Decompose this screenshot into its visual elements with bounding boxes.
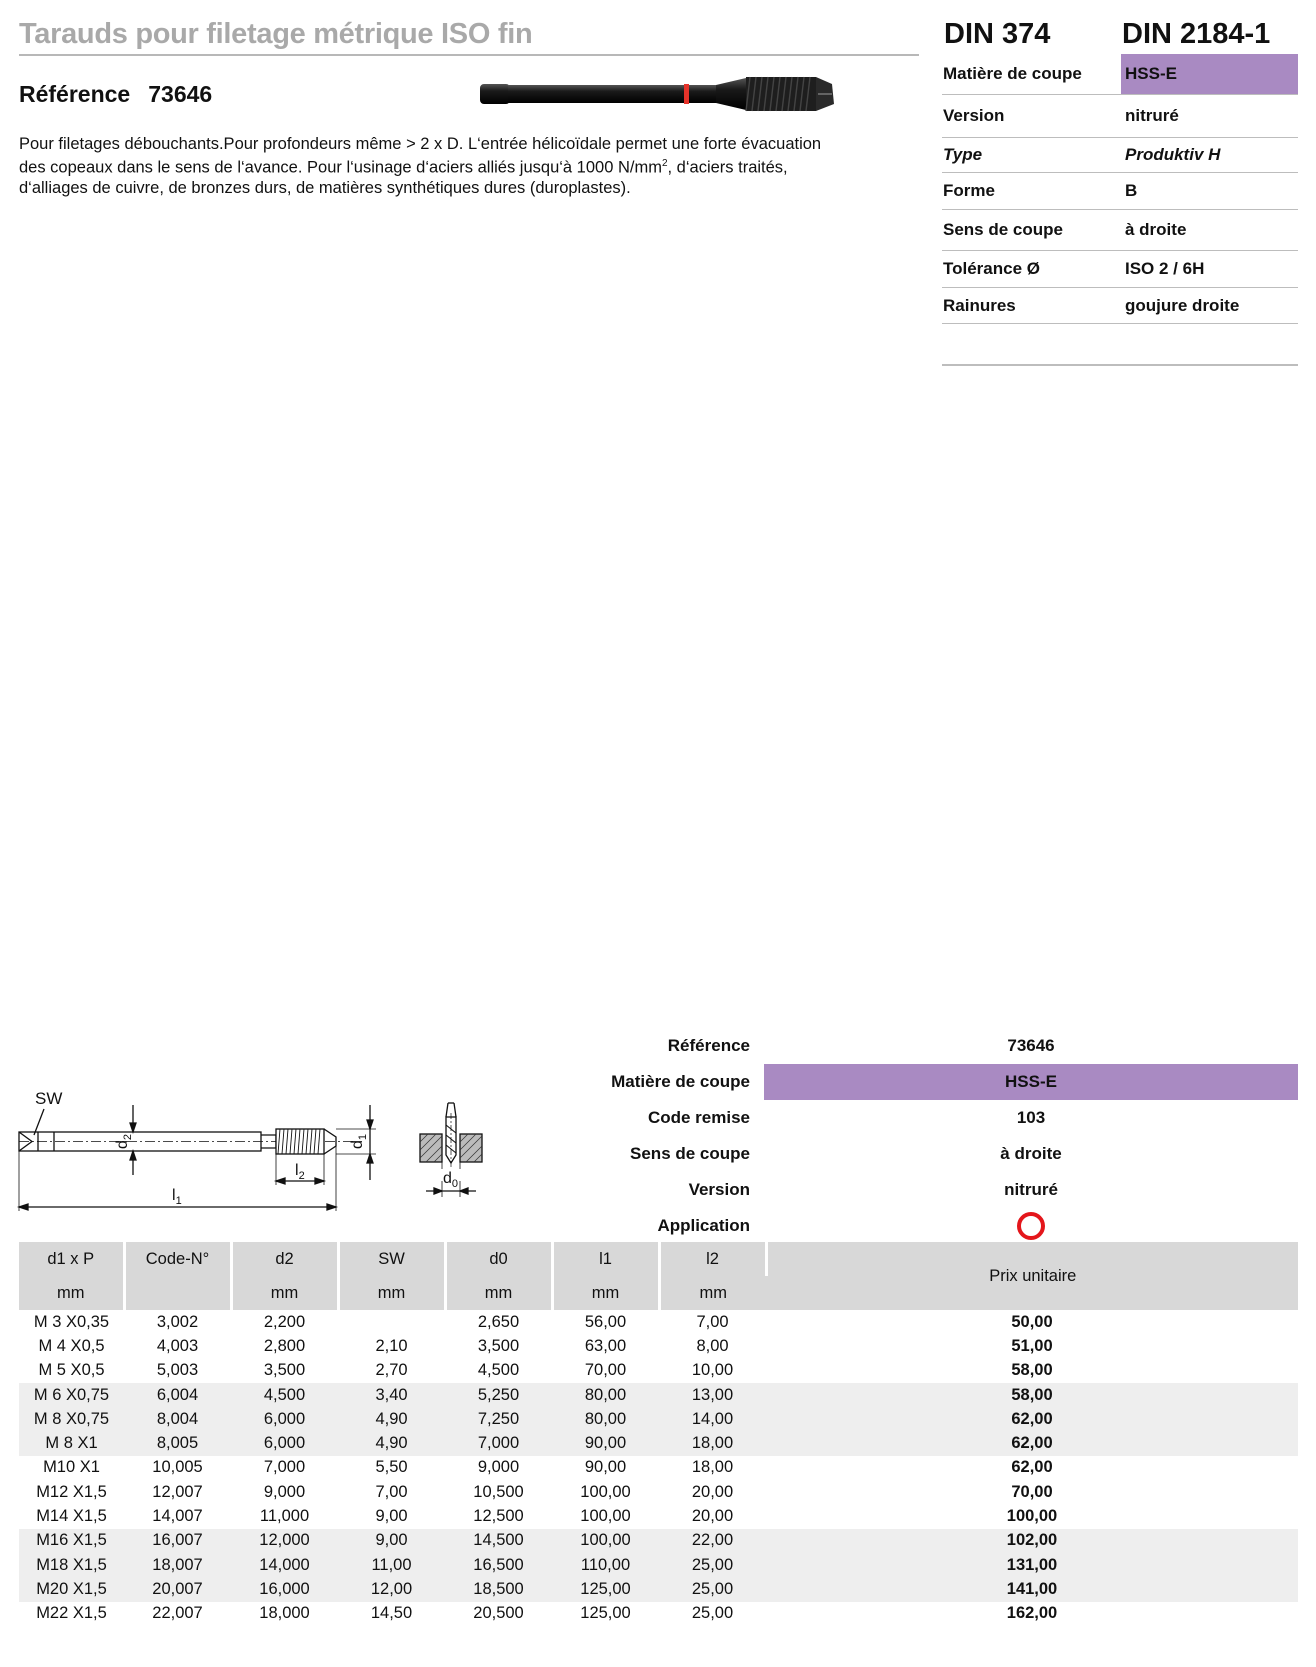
column-header: l1 [552, 1242, 659, 1276]
table-row [19, 1310, 1298, 1334]
table-row [19, 1504, 1298, 1528]
table-cell: M 8 X1 [19, 1431, 124, 1455]
table-cell: M 8 X0,75 [19, 1407, 124, 1431]
table-cell: 20,00 [691, 1507, 734, 1526]
table-cell: 12,500 [473, 1507, 524, 1526]
table-cell: 8,004 [124, 1407, 231, 1431]
table-cell: 12,000 [231, 1529, 338, 1553]
table-cell: 10,005 [152, 1458, 203, 1477]
table-cell: M 6 X0,75 [19, 1383, 124, 1407]
price-cell: 62,00 [1011, 1458, 1053, 1477]
table-cell: 2,800 [263, 1336, 306, 1355]
table-cell: 9,00 [338, 1529, 445, 1553]
table-cell: 18,007 [124, 1553, 231, 1577]
table-cell: 16,000 [231, 1577, 338, 1601]
unit-header: mm [445, 1276, 552, 1310]
table-cell: M 5 X0,5 [38, 1361, 105, 1380]
spec-row: Référence 73646 [667, 1036, 1055, 1055]
table-cell: 20,00 [691, 1482, 734, 1501]
table-cell: 25,00 [659, 1577, 766, 1601]
table-cell: M10 X1 [43, 1458, 100, 1477]
table-row [19, 1407, 1298, 1431]
table-cell: 16,500 [445, 1553, 552, 1577]
price-cell: 62,00 [766, 1431, 1298, 1455]
description-line-3: d‘alliages de cuivre, de bronzes durs, de matières synthétiques dures (duroplastes). [19, 178, 631, 197]
property-row: Sens de coupe à droite [942, 210, 1298, 251]
property-row: Matière de coupe HSS-E [942, 54, 1298, 95]
table-cell: 12,007 [152, 1482, 203, 1501]
column-header-price: Prix unitaire [766, 1242, 1298, 1310]
table-cell: 90,00 [584, 1458, 627, 1477]
table-cell: 7,000 [263, 1458, 306, 1477]
table-row [19, 1602, 1298, 1626]
price-cell: 131,00 [766, 1553, 1298, 1577]
table-cell: 4,003 [156, 1336, 199, 1355]
table-cell: 3,500 [477, 1336, 520, 1355]
reference-label: Référence [19, 81, 131, 107]
price-cell: 58,00 [1011, 1361, 1053, 1380]
product-description [19, 134, 889, 198]
properties-table [942, 54, 1298, 324]
table-cell: 10,00 [691, 1361, 734, 1380]
svg-text:l1: $l_1$ [172, 1187, 182, 1207]
table-row [19, 1529, 1298, 1553]
table-cell [338, 1310, 445, 1334]
price-cell: 70,00 [1011, 1482, 1053, 1501]
table-cell: 2,650 [477, 1312, 520, 1331]
table-cell: 70,00 [584, 1361, 627, 1380]
property-row: Version nitruré [942, 95, 1298, 138]
table-cell: 56,00 [584, 1312, 627, 1331]
table-header-row [19, 1242, 1298, 1276]
table-cell: M 4 X0,5 [38, 1336, 105, 1355]
svg-text:l2: $l_2$ [295, 1162, 305, 1182]
spec-row: Version nitruré [688, 1180, 1058, 1199]
spec-row: Code remise 103 [647, 1108, 1046, 1127]
reference-heading [19, 81, 212, 108]
price-table-body [19, 1310, 1298, 1626]
table-cell: 20,500 [473, 1604, 524, 1623]
price-cell: 100,00 [1006, 1507, 1058, 1526]
table-cell: 14,500 [445, 1529, 552, 1553]
column-header: d0 [445, 1242, 552, 1276]
table-cell: 3,002 [156, 1312, 199, 1331]
table-cell: 20,007 [124, 1577, 231, 1601]
reference-number: 73646 [148, 81, 213, 107]
table-cell: 7,00 [696, 1312, 729, 1331]
table-cell: 100,00 [580, 1482, 631, 1501]
table-cell: M 3 X0,35 [33, 1312, 110, 1331]
unit-header: mm [338, 1276, 445, 1310]
label-sw: SW [35, 1089, 63, 1108]
tap-technical-drawing [14, 1085, 494, 1215]
column-header: SW [338, 1242, 445, 1276]
table-cell: 11,00 [338, 1553, 445, 1577]
property-row: Forme B [942, 173, 1298, 210]
table-cell: 7,000 [445, 1431, 552, 1455]
table-cell: 5,250 [445, 1383, 552, 1407]
unit-header: mm [659, 1276, 766, 1310]
svg-text:d1: $d_1$ [349, 1133, 369, 1149]
table-cell: M22 X1,5 [36, 1604, 107, 1623]
table-row [19, 1480, 1298, 1504]
table-cell: 7,00 [375, 1482, 408, 1501]
property-row: Rainures goujure droite [942, 288, 1298, 324]
table-cell: 4,90 [338, 1407, 445, 1431]
properties-end-rule [942, 364, 1298, 366]
table-cell: 100,00 [580, 1507, 631, 1526]
din-standard-2: DIN 2184-1 [1122, 18, 1271, 50]
price-cell: 50,00 [1011, 1312, 1053, 1331]
table-cell: 25,00 [659, 1553, 766, 1577]
table-cell: 14,007 [152, 1507, 203, 1526]
table-cell: 13,00 [659, 1383, 766, 1407]
table-cell: 8,005 [124, 1431, 231, 1455]
table-cell: 4,90 [338, 1431, 445, 1455]
table-cell: 18,00 [691, 1458, 734, 1477]
table-cell: 100,00 [552, 1529, 659, 1553]
svg-text:d2: $d_2$ [114, 1133, 134, 1149]
table-cell: 2,200 [263, 1312, 306, 1331]
table-cell: 110,00 [552, 1553, 659, 1577]
spec-table [560, 1028, 1298, 1244]
table-cell: 14,000 [231, 1553, 338, 1577]
svg-text:d0: $d_0$ [443, 1170, 459, 1190]
table-cell: 18,500 [445, 1577, 552, 1601]
table-cell: 18,00 [659, 1431, 766, 1455]
price-cell: 62,00 [766, 1407, 1298, 1431]
table-cell: 3,500 [263, 1361, 306, 1380]
table-cell: 18,000 [259, 1604, 310, 1623]
unit-header: mm [19, 1276, 124, 1310]
table-cell: 4,500 [477, 1361, 520, 1380]
price-cell: 51,00 [1011, 1336, 1053, 1355]
column-header: l2 [659, 1242, 766, 1276]
table-cell: 9,000 [477, 1458, 520, 1477]
table-cell: 125,00 [580, 1604, 631, 1623]
table-cell: 4,500 [231, 1383, 338, 1407]
column-header: d1 x P [19, 1242, 124, 1276]
table-cell: 2,10 [375, 1336, 408, 1355]
table-cell: 9,000 [263, 1482, 306, 1501]
table-cell: 6,004 [124, 1383, 231, 1407]
application-ring-icon [1017, 1212, 1045, 1240]
table-row [19, 1577, 1298, 1601]
table-cell: 10,500 [473, 1482, 524, 1501]
table-cell: M12 X1,5 [36, 1482, 107, 1501]
table-cell: 6,000 [231, 1407, 338, 1431]
table-cell: M20 X1,5 [19, 1577, 124, 1601]
table-row [19, 1359, 1298, 1383]
tap-product-image [478, 72, 858, 116]
table-cell: M18 X1,5 [19, 1553, 124, 1577]
table-cell: 22,007 [152, 1604, 203, 1623]
unit-header: mm [552, 1276, 659, 1310]
table-cell: 8,00 [696, 1336, 729, 1355]
spec-row: Matière de coupe HSS-E [560, 1064, 1298, 1100]
description-line-2: des copeaux dans le sens de l‘avance. Pour l‘usinage d‘aciers alliés jusqu‘à 1000 $N/mm^2$, d‘aciers traités, [19, 158, 788, 177]
table-cell: 14,50 [370, 1604, 413, 1623]
table-row [19, 1456, 1298, 1480]
page-title: Tarauds pour filetage métrique ISO fin [19, 18, 533, 50]
table-cell: 14,00 [659, 1407, 766, 1431]
spec-row: Application [560, 1208, 1298, 1244]
unit-header [124, 1276, 231, 1310]
table-cell: 80,00 [552, 1383, 659, 1407]
column-header: Code-N° [124, 1242, 231, 1276]
property-row: Type Produktiv H [942, 138, 1298, 173]
table-cell: 80,00 [552, 1407, 659, 1431]
title-divider [19, 54, 919, 56]
table-cell: 2,70 [375, 1361, 408, 1380]
price-cell: 141,00 [766, 1577, 1298, 1601]
price-cell: 162,00 [1006, 1604, 1058, 1623]
table-cell: 7,250 [445, 1407, 552, 1431]
table-cell: 5,50 [375, 1458, 408, 1477]
table-row [19, 1383, 1298, 1407]
price-cell: 58,00 [766, 1383, 1298, 1407]
table-cell: M16 X1,5 [19, 1529, 124, 1553]
table-cell: 63,00 [584, 1336, 627, 1355]
din-standard-1: DIN 374 [944, 18, 1051, 50]
unit-header: mm [231, 1276, 338, 1310]
table-cell: 6,000 [231, 1431, 338, 1455]
table-cell: 25,00 [691, 1604, 734, 1623]
description-line-1: Pour filetages débouchants.Pour profondeurs même > 2 x D. L‘entrée hélicoïdale permet une forte évacuation [19, 135, 822, 153]
spec-row: Sens de coupe à droite [630, 1144, 1062, 1163]
table-cell: 5,003 [156, 1361, 199, 1380]
table-cell: M14 X1,5 [36, 1507, 107, 1526]
table-cell: 12,00 [338, 1577, 445, 1601]
table-row [19, 1334, 1298, 1358]
table-cell: 11,000 [259, 1507, 310, 1526]
table-cell: 22,00 [659, 1529, 766, 1553]
column-header: d2 [231, 1242, 338, 1276]
price-cell: 102,00 [766, 1529, 1298, 1553]
table-cell: 125,00 [552, 1577, 659, 1601]
table-cell: 90,00 [552, 1431, 659, 1455]
table-row [19, 1553, 1298, 1577]
table-row [19, 1431, 1298, 1455]
table-cell: 3,40 [338, 1383, 445, 1407]
price-table [19, 1242, 1298, 1626]
table-cell: 16,007 [124, 1529, 231, 1553]
property-row: Tolérance Ø ISO 2 / 6H [942, 251, 1298, 288]
table-cell: 9,00 [375, 1507, 408, 1526]
